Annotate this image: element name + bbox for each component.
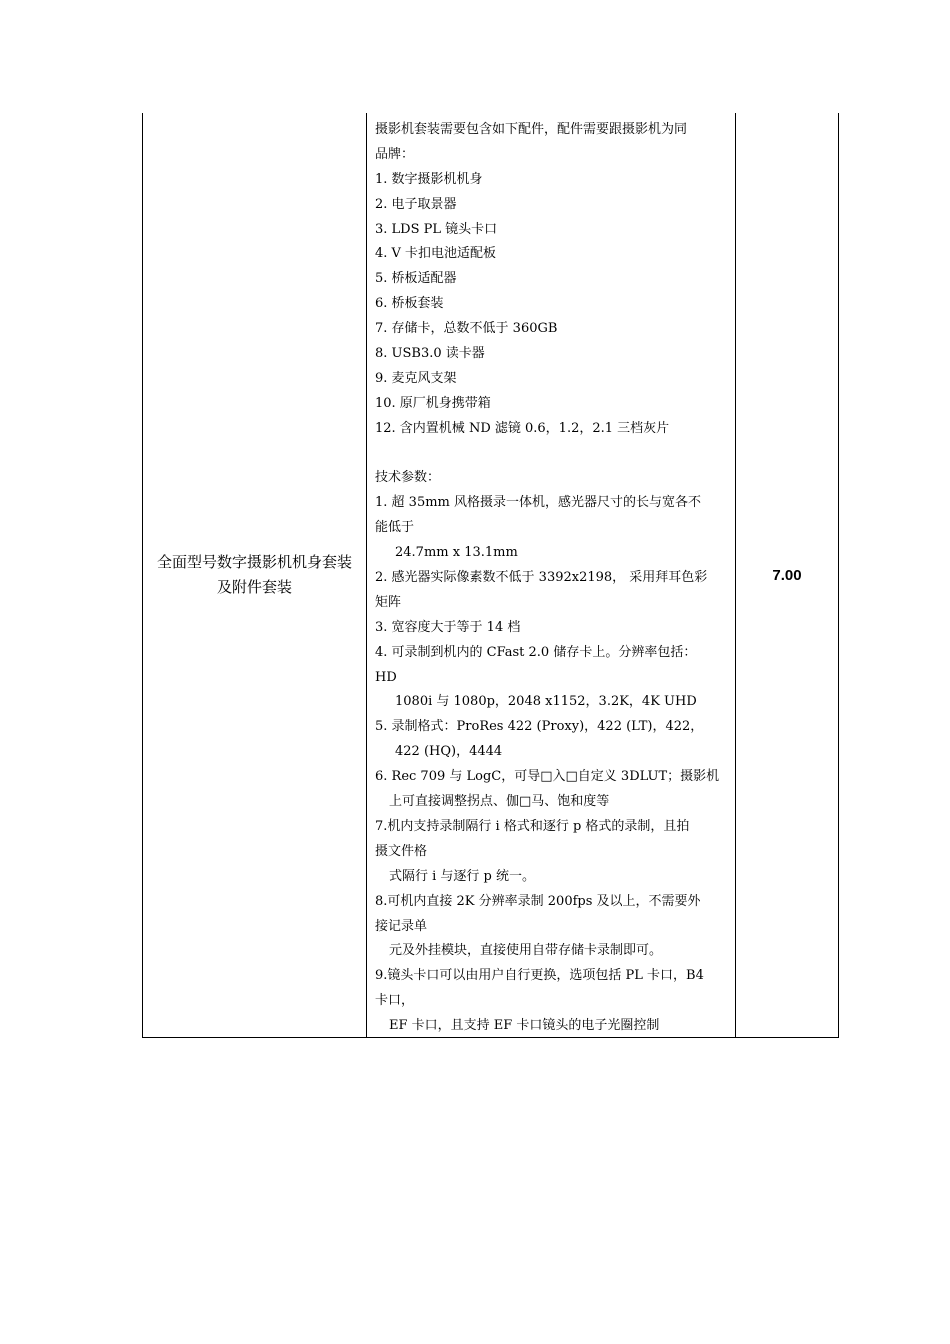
spec-line: 3. 宽容度大于等于 14 档 (375, 619, 521, 635)
spec-line: 12. 含内置机械 ND 滤镜 0.6，1.2，2.1 三档灰片 (375, 420, 670, 436)
spec-line: 6. 桥板套装 (375, 296, 444, 312)
spec-line: 1. 超 35mm 风格摄录一体机，感光器尺寸的长与宽各不 (375, 495, 701, 511)
item-value: 7.00 (772, 566, 802, 584)
spec-cell (367, 113, 736, 1037)
spec-line: 7.机内支持录制隔行 i 格式和逐行 p 格式的录制，且拍 (375, 818, 690, 834)
spec-line: 元及外挂模块，直接使用自带存储卡录制即可。 (389, 943, 663, 959)
spec-line: 422 (HQ)，4444 (395, 744, 503, 760)
spec-line: 7. 存储卡，总数不低于 360GB (375, 321, 558, 337)
spec-line: 8.可机内直接 2K 分辨率录制 200fps 及以上，不需要外 (375, 893, 701, 909)
spec-line: 式隔行 i 与逐行 p 统一。 (389, 868, 536, 884)
spec-line: 5. 桥板适配器 (375, 271, 457, 287)
value-cell (736, 113, 838, 1037)
spec-line: 2. 电子取景器 (375, 196, 457, 212)
spec-line: 技术参数： (375, 470, 441, 486)
spec-line: 4. V 卡扣电池适配板 (375, 246, 497, 262)
spec-line: 5. 录制格式：ProRes 422 (Proxy)，422 (LT)，422， (375, 719, 704, 735)
spec-line: 卡口， (375, 993, 415, 1009)
spec-line: 摄文件格 (375, 843, 428, 859)
spec-line: 接记录单 (375, 918, 428, 934)
spec-line: 24.7mm x 13.1mm (395, 545, 518, 561)
spec-line: 2. 感光器实际像素数不低于 3392x2198， 采用拜耳色彩 (375, 570, 708, 586)
spec-table (142, 113, 839, 1038)
spec-line: 8. USB3.0 读卡器 (375, 346, 485, 362)
spec-line: 9. 麦克风支架 (375, 370, 457, 386)
spec-line: 1080i 与 1080p，2048 x1152，3.2K，4K UHD (395, 694, 697, 710)
item-name-cell (143, 113, 367, 1037)
spec-line: 能低于 (375, 520, 415, 536)
spec-line: 9.镜头卡口可以由用户自行更换，选项包括 PL 卡口，B4 (375, 968, 704, 984)
spec-line: 6. Rec 709 与 LogC，可导□入□自定义 3DLUT；摄影机 (375, 769, 720, 785)
spec-line: 10. 原厂机身携带箱 (375, 395, 491, 411)
item-name: 全面型号数字摄影机机身套装及附件套装 (156, 553, 352, 596)
spec-line: HD (375, 669, 397, 685)
spec-line: 上可直接调整拐点、伽□马、饱和度等 (389, 794, 610, 810)
spec-line: 4. 可录制到机内的 CFast 2.0 储存卡上。分辨率包括： (375, 644, 697, 660)
spec-line: 矩阵 (375, 594, 402, 610)
spec-line: 摄影机套装需要包含如下配件，配件需要跟摄影机为同 (375, 122, 688, 137)
spec-line: 1. 数字摄影机机身 (375, 171, 483, 187)
spec-line: EF 卡口，且支持 EF 卡口镜头的电子光圈控制 (389, 1018, 660, 1034)
spec-line: 品牌： (375, 146, 415, 162)
spec-line (375, 442, 729, 467)
spec-line: 3. LDS PL 镜头卡口 (375, 221, 498, 237)
